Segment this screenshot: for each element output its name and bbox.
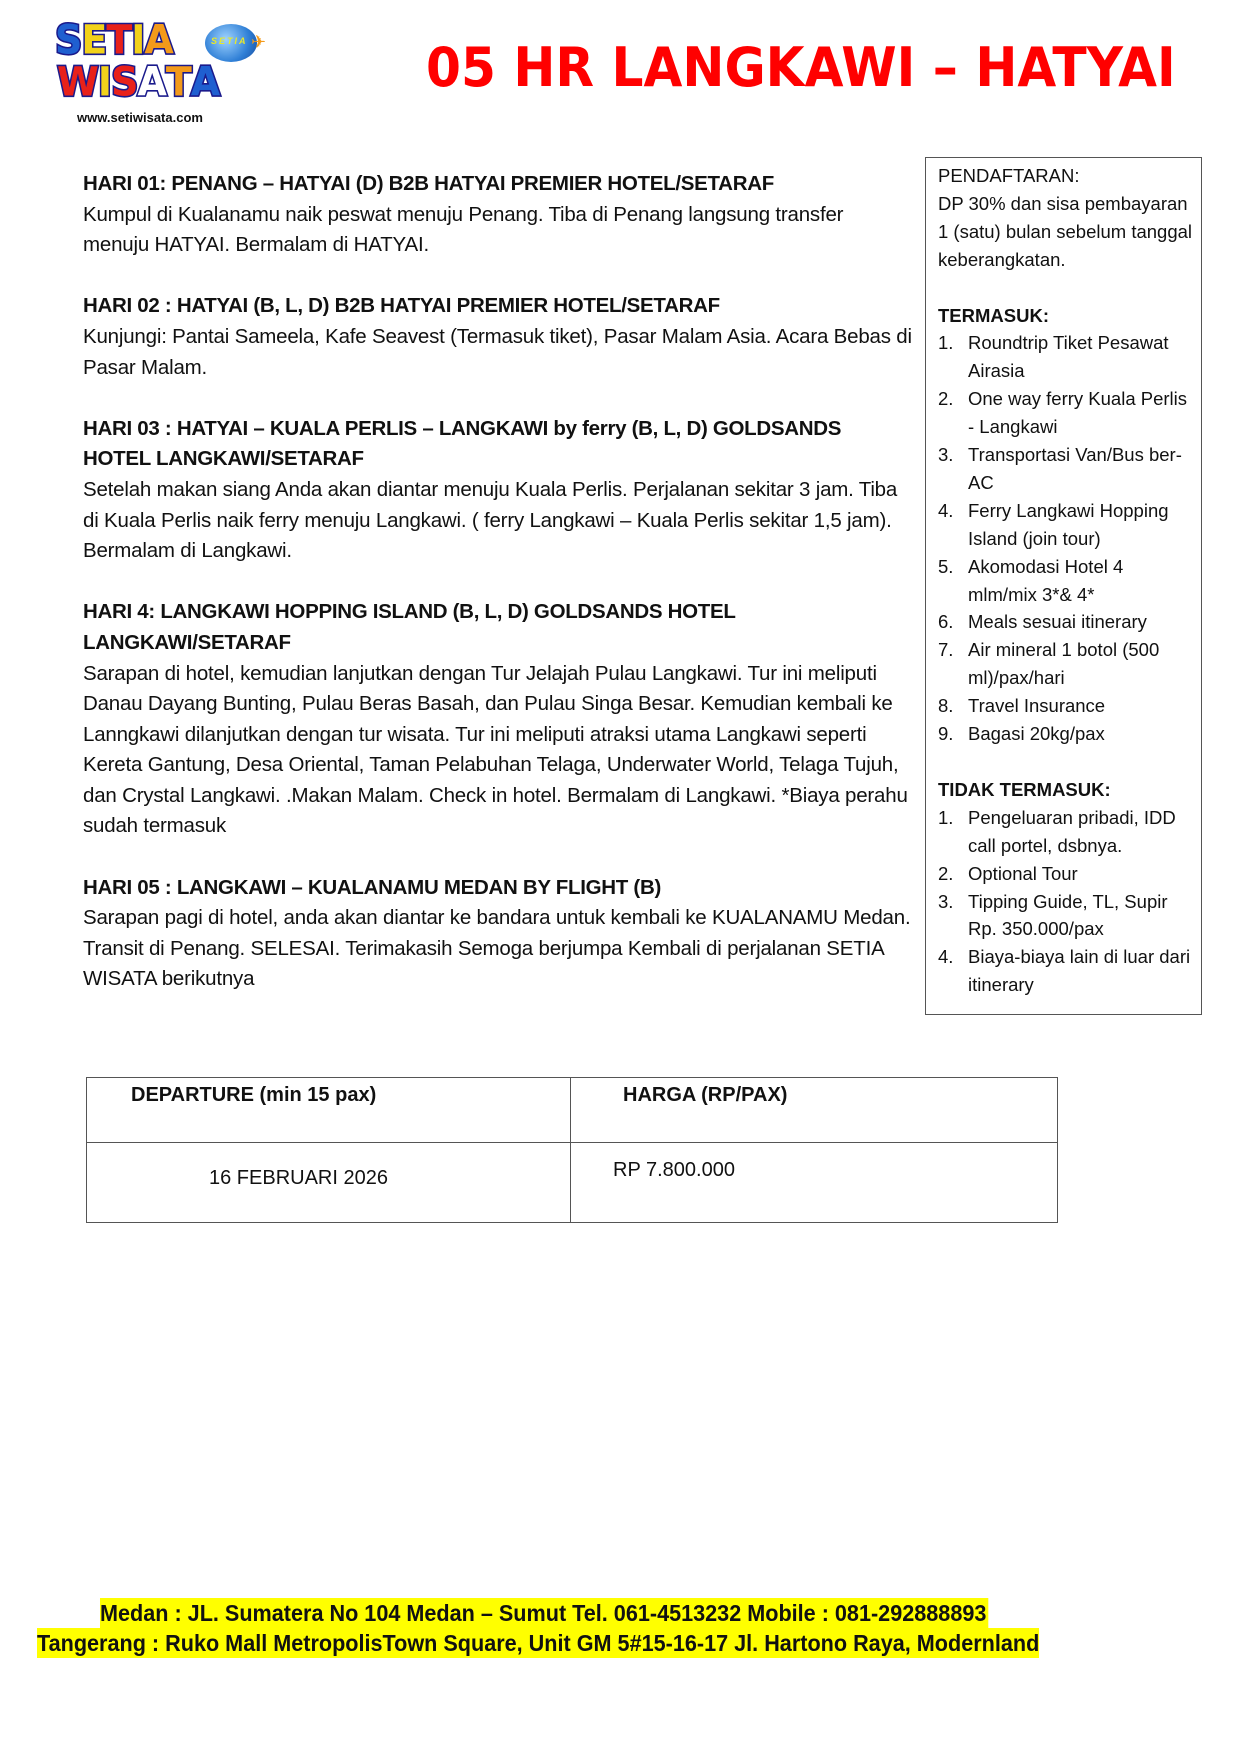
registration-text: DP 30% dan sisa pembayaran 1 (satu) bulan sebelum tanggal keberangkatan. bbox=[938, 192, 1193, 270]
day-title: HARI 4: LANGKAWI HOPPING ISLAND (B, L, D) GOLDSANDS HOTEL LANGKAWI/SETARAF bbox=[83, 600, 736, 654]
day-description: Kumpul di Kualanamu naik peswat menuju Penang. Tiba di Penang langsung transfer menuju HATYAI. Bermalam di HATYAI. bbox=[83, 202, 844, 257]
logo-letter: I bbox=[131, 16, 145, 64]
logo-letter: W bbox=[57, 58, 98, 106]
list-number: 6. bbox=[938, 611, 954, 633]
price-value: RP 7.800.000 bbox=[571, 1143, 1058, 1223]
excluded-item bbox=[938, 888, 1195, 944]
logo-letter: S bbox=[111, 58, 138, 106]
logo-letter: A bbox=[144, 16, 173, 64]
included-item bbox=[938, 385, 1195, 441]
list-number: 3. bbox=[938, 444, 954, 466]
logo-letter: A bbox=[190, 58, 220, 106]
logo-letter: A bbox=[137, 58, 166, 106]
day-description: Setelah makan siang Anda akan diantar menuju Kuala Perlis. Perjalanan sekitar 3 jam. Tiba di Kuala Perlis naik ferry menuju Langkawi. ( ferry Langkawi – Kuala Perlis sekitar 1,5 jam). Bermalam di Langkawi. bbox=[83, 477, 898, 563]
price-header: HARGA (RP/PAX) bbox=[571, 1078, 1058, 1143]
included-item bbox=[938, 329, 1195, 385]
itinerary-day bbox=[83, 873, 913, 995]
globe-icon bbox=[205, 24, 257, 62]
departure-date: 16 FEBRUARI 2026 bbox=[87, 1143, 571, 1223]
list-text: Optional Tour bbox=[968, 862, 1078, 884]
list-number: 9. bbox=[938, 723, 954, 745]
included-item bbox=[938, 553, 1195, 609]
list-text: Tipping Guide, TL, Supir Rp. 350.000/pax bbox=[968, 890, 1168, 940]
list-text: Air mineral 1 botol (500 ml)/pax/hari bbox=[968, 639, 1160, 689]
list-text: Pengeluaran pribadi, IDD call portel, dsbnya. bbox=[968, 806, 1176, 856]
price-table bbox=[86, 1077, 1058, 1223]
excluded-heading: TIDAK TERMASUK: bbox=[938, 778, 1111, 800]
list-text: Akomodasi Hotel 4 mlm/mix 3*& 4* bbox=[968, 555, 1124, 605]
logo-letter: I bbox=[97, 58, 112, 106]
included-item bbox=[938, 497, 1195, 553]
included-item bbox=[938, 692, 1195, 720]
list-number: 8. bbox=[938, 695, 954, 717]
list-number: 1. bbox=[938, 332, 954, 354]
logo-letter: T bbox=[106, 16, 132, 64]
list-number: 7. bbox=[938, 639, 954, 661]
list-text: Meals sesuai itinerary bbox=[968, 611, 1147, 633]
list-number: 2. bbox=[938, 862, 954, 884]
globe-label: SETIA bbox=[211, 36, 248, 46]
day-title: HARI 05 : LANGKAWI – KUALANAMU MEDAN BY FLIGHT (B) bbox=[83, 875, 661, 899]
itinerary-day bbox=[83, 169, 913, 261]
list-text: Transportasi Van/Bus ber-AC bbox=[968, 444, 1182, 493]
logo-letter: E bbox=[81, 16, 107, 64]
page-title: 05 HR LANGKAWI – HATYAI bbox=[426, 36, 1176, 99]
itinerary-day bbox=[83, 597, 913, 842]
footer-address-medan: Medan : JL. Sumatera No 104 Medan – Sumut Tel. 061-4513232 Mobile : 081-292888893 bbox=[100, 1600, 987, 1626]
logo-word-wisata bbox=[57, 58, 220, 106]
list-text: Travel Insurance bbox=[968, 695, 1106, 717]
day-title: HARI 03 : HATYAI – KUALA PERLIS – LANGKAWI by ferry (B, L, D) GOLDSANDS HOTEL LANGKAWI/SETARAF bbox=[83, 416, 842, 471]
included-list bbox=[938, 329, 1195, 748]
list-number: 2. bbox=[938, 388, 954, 410]
day-title: HARI 01: PENANG – HATYAI (D) B2B HATYAI PREMIER HOTEL/SETARAF bbox=[83, 172, 774, 195]
departure-header: DEPARTURE (min 15 pax) bbox=[87, 1078, 571, 1143]
excluded-list bbox=[938, 804, 1195, 999]
package-info-box bbox=[925, 157, 1202, 1015]
list-text: Roundtrip Tiket Pesawat Airasia bbox=[968, 332, 1169, 382]
included-item bbox=[938, 720, 1195, 748]
logo-letter: S bbox=[55, 16, 82, 64]
list-text: Ferry Langkawi Hopping Island (join tour) bbox=[968, 499, 1169, 549]
excluded-item bbox=[938, 804, 1195, 860]
list-text: Bagasi 20kg/pax bbox=[968, 723, 1105, 745]
table-header-row bbox=[87, 1078, 1058, 1143]
list-number: 1. bbox=[938, 806, 954, 828]
website-link[interactable]: www.setiwisata.com bbox=[77, 110, 203, 125]
included-item bbox=[938, 441, 1195, 497]
included-item bbox=[938, 608, 1195, 636]
day-title: HARI 02 : HATYAI (B, L, D) B2B HATYAI PREMIER HOTEL/SETARAF bbox=[83, 294, 720, 318]
day-description: Kunjungi: Pantai Sameela, Kafe Seavest (Termasuk tiket), Pasar Malam Asia. Acara Bebas di Pasar Malam. bbox=[83, 324, 912, 379]
list-number: 5. bbox=[938, 555, 954, 577]
list-text: Biaya-biaya lain di luar dari itinerary bbox=[968, 946, 1191, 996]
day-description: Sarapan pagi di hotel, anda akan diantar ke bandara untuk kembali ke KUALANAMU Medan. Transit di Penang. SELESAI. Terimakasih Semoga berjumpa Kembali di perjalanan SETIA WISATA berikutnya bbox=[83, 906, 911, 991]
logo-letter: T bbox=[165, 58, 191, 106]
logo-word-setia bbox=[55, 16, 173, 64]
itinerary-day bbox=[83, 291, 913, 383]
list-number: 4. bbox=[938, 946, 954, 968]
excluded-item bbox=[938, 943, 1195, 999]
day-description: Sarapan di hotel, kemudian lanjutkan dengan Tur Jelajah Pulau Langkawi. Tur ini meliputi Danau Dayang Bunting, Pulau Beras Basah, dan Pulau Singa Besar. Kemudian kembali ke Lanngkawi dilanjutkan dengan tur wisata. Tur ini meliputi atraksi utama Langkawi seperti Kereta Gantung, Desa Oriental, Taman Pelabuhan Telaga, Underwater World, Telaga Tujuh, dan Crystal Langkawi. .Makan Malam. Check in hotel. Bermalam di Langkawi. *Biaya perahu sudah termasuk bbox=[83, 661, 908, 838]
included-heading: TERMASUK: bbox=[938, 304, 1049, 326]
table-row bbox=[87, 1143, 1058, 1223]
registration-heading: PENDAFTARAN: bbox=[938, 165, 1080, 186]
itinerary bbox=[83, 169, 913, 1026]
list-number: 4. bbox=[938, 499, 954, 521]
footer-address-tangerang: Tangerang : Ruko Mall MetropolisTown Square, Unit GM 5#15-16-17 Jl. Hartono Raya, Modernland bbox=[37, 1630, 1040, 1656]
excluded-item bbox=[938, 860, 1195, 888]
list-number: 3. bbox=[938, 890, 954, 912]
itinerary-day bbox=[83, 414, 913, 567]
list-text: One way ferry Kuala Perlis - Langkawi bbox=[968, 388, 1188, 438]
included-item bbox=[938, 636, 1195, 692]
airplane-icon: ✈ bbox=[251, 32, 267, 52]
